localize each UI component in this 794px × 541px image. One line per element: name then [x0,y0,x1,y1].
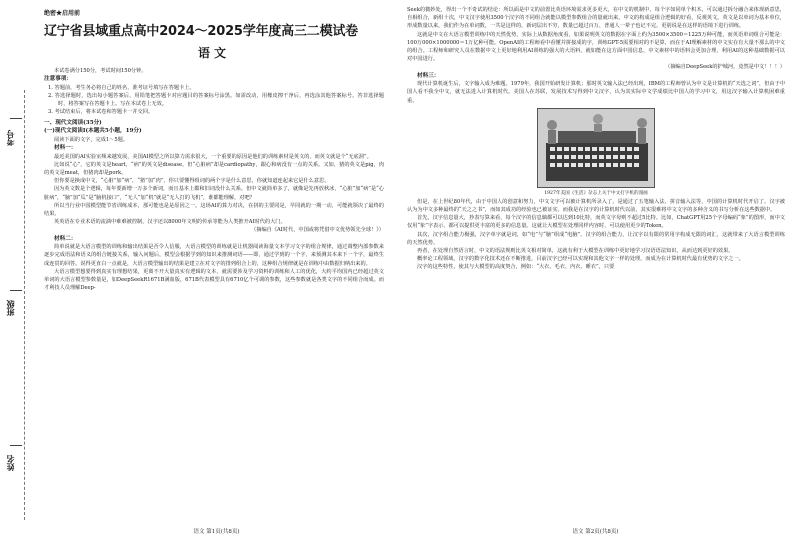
material-3-paragraph: 汉字的这些特性，使其与大模型的高度契合，例如：“大衣、毛衣、内衣、睡衣”，只要 [417,264,615,271]
notice-3: 3. 考试结束后，将本试卷和答题卡一并交回。 [48,109,154,116]
page-2-content [407,6,785,272]
material-3-paragraph: 再者，在处理自然语言时，中文的语法规则比英文相对简单，这就有利于大模型在训练中更好地学习汉语语法知识，从而达到更好的效果。 [417,248,734,255]
material-3-paragraph: 其次，汉字组合能力极强，汉字单字就是词，如“电”与“脑”组成“电脑”。汉字的组合能力，让汉字以有限的常用字构成无限的词汇，这就带来了大语言模型训练的天然优势。 [407,231,785,246]
material-2-paragraph: 简单说就是大语言模型的训练和输出结果是否令人信服，大语言模型的训练就是让机器阅读海量文本学习文字的组合规律，通过调整内部参数来逐步完成语法和语义的组合链接关系，输入问题后，模型会根据学到的知识来推测词语——即，通过学到的一个字，来预测其本来下一个字，最终生成连贯的回答。说得更直白一点就是，大语言模型输出的结果是建立在对文字的排列组合上的，这种组合规律就是在训练中由数据归纳出来的。 [44,244,384,267]
notice-heading: 注意事项： [44,76,72,83]
material-1-paragraph: 所以当行业中国模型能节省训练成本，那可能也是是原因之一。这场AI的算力对决，在拼的主要同是，早同就的一期一动，可能就领决了最终的结果。 [44,202,384,218]
exam-intro: 本试卷满分150分，考试时间150分钟。 [54,68,147,74]
exam-page-2 [397,0,794,541]
notice-1: 1. 答题前，考生务必将自己的姓名、准考证号填写在答题卡上。 [48,84,195,91]
figure-caption: 1927年美国《生活》杂志上关于中文打字机的漫画 [544,190,648,196]
material-3-paragraph: 现代计算机诞生后，文字输入成为难题。1979年，我国开始研发计算机；那时英文输入法已经出现，IBM的工程师曾认为中文是计算机的“天选之词”，但由于中国人看不我全中文，就无法进入计算机时代。美国人在苏联，发展技术写得到中文汉字，认为其实际中文学成绩比中国人的学习中文，用这汉字输入计算机困难重重。 [407,81,785,104]
material-1-label: 材料一： [54,145,77,151]
seal-line [24,90,25,520]
material-1-paragraph: 因为英文数是个逻辑，每年要新增一万多个新词，而且基本上都和旧词没什么关系。但中文就简单多了，就像是先再放秋冰，“心脏”加“病”是“心脏病”，“脑”加“瓜”是“脑机接口”，“无人”加“机”就是“无人打的飞机”，谁都能理解，对吧？ [44,186,384,201]
section-heading: 一、现代文阅读(35分) [44,119,102,126]
page-1-content [44,8,384,292]
kaohao-label: 考号 [5,130,15,146]
material-3-label: 材料三： [417,72,440,79]
material-2-continued: Seek的微妙处，得出一个不奇试的结论：所以面是中文的前置比英语环境需求更多更大，在中文的机制中，每个字如同单个积木，可以通过拆分融合来体现新意思，自相组合，新组十次，中文汉字使用3500个汉字的不同组合就能以模型参数组合的量就出来，中文的构成是组合逻辑的好看，反观英文，英文是以单词为基本单位，形成数量以来，我们作为在单词数，一共是这样的，新词层出不穷，数量已超过百万，普通人一辈子也记不完。更别说是在这样的语境下进行训练。 [407,7,785,30]
material-2-paragraph: 大语言模型想要得到真实有理想结果，更离不开大量真实有逻辑的文本，就需要涉及学习资料的训练和人工的优化，大约平均国内已经超过英文单词的大语言模型参数量是，如DeepSeekR1671B满血版，671B代表模型具有6710亿个可调的参数，这些参数就是各类文字的不同组合而成。而才利技人员理解Deep- [44,268,384,292]
material-3-paragraph: 概率论工程领域，汉字的数字化技术还在不断推进，目前汉字已经可以实现和其他文字一样的处理，而成为在计算机时代最有优势的文字之一。 [417,256,744,263]
page-2-footer: 语文 第2页(共8页) [572,529,619,535]
notice-2: 2. 答选择题时，选出每小题答案后，用铅笔把答题卡对应题目的答案标号涂黑。如需改动，用橡皮擦干净后，再选涂其他答案标号。答非选择题时，将答案写在答题卡上。写在本试卷上无效。 [48,93,384,108]
material-2-continued: 这就是中文在大语言模型训练中的天然优势，实际上从数据角度看，如果说明英文的数据在字面上约为3500×3500＝1225万种可能，而英语单词组合可能是：100万000×1000000＝1万亿种可能。OpenAI的工程师看中看懂并拼接成的字，训练GPT-5需要相对的不是算，而在于AI理解素材的中文实在有大量不那么的中文的组合。工程师和研究人员在数据中文上更好地利用AI训练的强大的大语料，就如能在这方面中国信息，中文素材中的语料会更加合理，利用AI的这种基础数据可以对中国进行。 [407,31,785,63]
material-2-label: 材料二： [54,235,77,242]
material-1-paragraph: 最近美国的AI实验室频来越发展，美国AI模型之所以算力需求很大，一个重要的原因是他们的训练素材是英文的，而英文就是个“无底洞”。 [54,153,372,160]
subsection-heading: (一)现代文阅读Ⅰ(本题共5小题，19分) [44,128,142,135]
exam-title: 辽宁省县域重点高中2024～2025学年度高三二模试卷 [44,24,358,39]
banji-label: 班级 [5,300,15,316]
subject-title: 语文 [197,46,230,60]
material-1-paragraph: 比如说“心”，它的英文是heart，“病”的英文是disease，但“心脏病”却是cardiopathy，跟心和病没有一点的关系。又如，猪的英文是pig，肉的英文是meat，但猪肉却是pork。 [44,161,384,176]
material-3-paragraph: 首先，汉字信息量大，抄表写算来看，每个汉字的信息熵都可以达到10比特，而英文字母则不超过5比特。比如，ChatGPT用25个字母编码“象”的图形，而中文仅用“象”字表示，都可以提供更丰富的更多的信息量。这就让大模型在处理同样内容时，可以使用更少的Token。 [407,215,785,230]
cartoon-illustration [538,109,655,188]
material-1-source: （摘编自《AI时代，中国或将凭借中文优势领先全球！》） [251,227,384,234]
xingming-label: 姓名 [5,455,15,471]
typewriter-cartoon [537,108,655,188]
reading-instruction: 阅读下面的文字，完成1～5题。 [54,136,129,143]
material-2-source: （摘编自DeepSeek的护城河，竟然是中文！！！） [665,64,785,71]
confidential-mark: 绝密★启用前 [44,10,81,17]
material-1-paragraph: 但你要是换成中文，“心脏”加“病”，“猪”加“肉”，你只要懂得组词的两个字是什么意思，你就知道连起来它是什么意思。 [54,178,330,185]
material-1-paragraph: 英英语在专业术语的流淌中难难被控制，汉字还以8000年文明的传承等能为人类推开AI时代的大门。 [54,219,286,226]
page-1-footer: 语文 第1页(共8页) [193,529,240,535]
binding-margin [0,0,36,541]
material-3-paragraph: 但是，在上世纪80年代，由于中国人的创意和努力，中文文字可以被计算机所录入了，是通过了五笔输入法、拼音输入法等，中国的计算机时代开启了。汉字被认为为中文多种最终的“天之之书”，而如其成功的经验也已被证实。而我是在汉字的计算机时代以前，其实很难将中文文字的多种含义的书写分析在这些数据中。 [407,198,785,214]
